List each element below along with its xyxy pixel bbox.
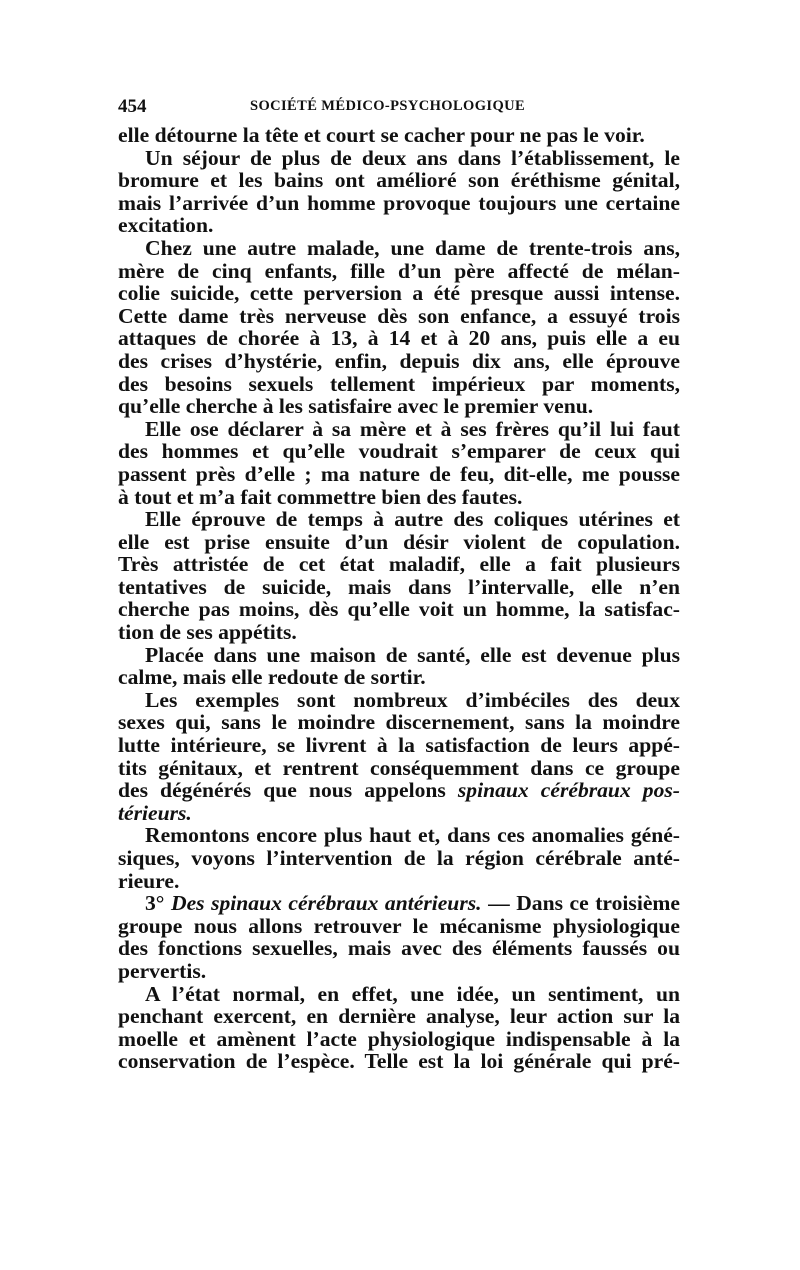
text-line-content: tion de ses appétits. bbox=[118, 620, 297, 645]
text-line bbox=[118, 598, 680, 621]
text-line bbox=[118, 169, 680, 192]
text-line-content: des besoins sexuels tellement impérieux par moments, bbox=[118, 371, 680, 396]
text-line bbox=[118, 802, 680, 825]
text-line-content: passent près d’elle ; ma nature de feu, dit-elle, me pousse bbox=[118, 461, 680, 486]
text-line bbox=[118, 824, 680, 847]
text-line bbox=[118, 734, 680, 757]
text-line-content: bromure et les bains ont amélioré son éréthisme génital, bbox=[118, 168, 680, 193]
text-line bbox=[118, 1005, 680, 1028]
text-line-content: des fonctions sexuelles, mais avec des éléments faussés ou bbox=[118, 936, 680, 961]
text-line-content: rieure. bbox=[118, 868, 180, 893]
text-line bbox=[118, 192, 680, 215]
text-line bbox=[118, 937, 680, 960]
text-line bbox=[118, 395, 680, 418]
text-line bbox=[118, 124, 680, 147]
text-line-content: Elle ose déclarer à sa mère et à ses frères qu’il lui faut bbox=[145, 416, 680, 441]
text-line-italic: térieurs. bbox=[118, 800, 192, 825]
text-line bbox=[118, 350, 680, 373]
text-line-content: à tout et m’a fait commettre bien des fautes. bbox=[118, 484, 523, 509]
body-text bbox=[118, 124, 680, 1073]
text-line-content: Un séjour de plus de deux ans dans l’établissement, le bbox=[145, 145, 680, 170]
text-line-content: Très attristée de cet état maladif, elle a fait plusieurs bbox=[118, 552, 680, 577]
page-number: 454 bbox=[118, 96, 147, 117]
text-line-content: siques, voyons l’intervention de la région cérébrale anté- bbox=[118, 846, 680, 870]
text-line-content: Elle éprouve de temps à autre des coliques utérines et bbox=[145, 507, 680, 532]
text-line-content: pervertis. bbox=[118, 958, 207, 983]
text-line-content: Les exemples sont nombreux d’imbéciles des deux bbox=[145, 687, 680, 712]
text-line bbox=[118, 373, 680, 396]
text-line bbox=[118, 553, 680, 576]
text-line-content: tentatives de suicide, mais dans l’intervalle, elle n’en bbox=[118, 574, 680, 599]
text-line-italic: Des spinaux cérébraux antérieurs. bbox=[170, 891, 482, 916]
text-line bbox=[118, 440, 680, 463]
text-line-content: qu’elle cherche à les satisfaire avec le premier venu. bbox=[118, 394, 594, 419]
text-line bbox=[118, 711, 680, 734]
text-line-content: mais l’arrivée d’un homme provoque toujours une certaine bbox=[118, 190, 680, 215]
text-line bbox=[118, 576, 680, 599]
text-line-content: conservation de l’espèce. Telle est la loi générale qui pré- bbox=[118, 1049, 680, 1074]
text-line-content: sexes qui, sans le moindre discernement, sans la moindre bbox=[118, 710, 680, 735]
running-title: SOCIÉTÉ MÉDICO-PSYCHOLOGIQUE bbox=[250, 98, 526, 114]
text-line-suffix: — Dans ce troisième bbox=[481, 891, 680, 916]
text-line bbox=[118, 214, 680, 237]
text-line bbox=[118, 1028, 680, 1051]
text-line-content: colie suicide, cette perversion a été presque aussi intense. bbox=[118, 281, 680, 306]
text-line bbox=[118, 305, 680, 328]
text-line bbox=[118, 779, 680, 802]
text-line-content: Remontons encore plus haut et, dans ces anomalies géné- bbox=[145, 823, 680, 848]
book-page bbox=[118, 88, 680, 1073]
text-line-content: des crises d’hystérie, enfin, depuis dix ans, elle éprouve bbox=[118, 348, 680, 373]
text-line-content: cherche pas moins, dès qu’elle voit un homme, la satisfac- bbox=[118, 597, 680, 622]
text-line bbox=[118, 260, 680, 283]
text-line bbox=[118, 147, 680, 170]
text-line bbox=[118, 621, 680, 644]
text-line-content: groupe nous allons retrouver le mécanisme physiologique bbox=[118, 913, 680, 938]
text-line bbox=[118, 508, 680, 531]
text-line-prefix: 3° bbox=[145, 891, 171, 916]
text-line-content: elle est prise ensuite d’un désir violent de copulation. bbox=[118, 529, 680, 554]
text-line-content: elle détourne la tête et court se cacher pour ne pas le voir. bbox=[118, 123, 645, 147]
text-line bbox=[118, 237, 680, 260]
text-line bbox=[118, 531, 680, 554]
text-line-content: des hommes et qu’elle voudrait s’emparer de ceux qui bbox=[118, 439, 680, 464]
text-line bbox=[118, 983, 680, 1006]
text-line-content: lutte intérieure, se livrent à la satisfaction de leurs appé- bbox=[118, 733, 680, 758]
text-line-content: attaques de chorée à 13, à 14 et à 20 ans, puis elle a eu bbox=[118, 326, 680, 351]
text-line bbox=[118, 892, 680, 915]
text-line-content: penchant exercent, en dernière analyse, leur action sur la bbox=[118, 1004, 680, 1029]
text-line bbox=[118, 282, 680, 305]
text-line bbox=[118, 757, 680, 780]
text-line bbox=[118, 418, 680, 441]
text-line-content: moelle et amènent l’acte physiologique indispensable à la bbox=[118, 1026, 680, 1051]
text-line bbox=[118, 960, 680, 983]
text-line bbox=[118, 870, 680, 893]
text-line-content: des dégénérés que nous appelons bbox=[118, 778, 446, 803]
text-line bbox=[118, 915, 680, 938]
text-line-content: tits génitaux, et rentrent conséquemment dans ce groupe bbox=[118, 755, 680, 780]
text-line-content: Cette dame très nerveuse dès son enfance, a essuyé trois bbox=[118, 303, 680, 328]
text-line bbox=[118, 666, 680, 689]
text-line-content: excitation. bbox=[118, 213, 214, 238]
page-header bbox=[118, 88, 680, 124]
text-line-content: calme, mais elle redoute de sortir. bbox=[118, 665, 426, 690]
text-line bbox=[118, 689, 680, 712]
text-line-content: Chez une autre malade, une dame de trente-trois ans, bbox=[145, 235, 680, 260]
text-line bbox=[118, 463, 680, 486]
text-line bbox=[118, 1050, 680, 1073]
text-line bbox=[118, 486, 680, 509]
text-line bbox=[118, 327, 680, 350]
text-line bbox=[118, 644, 680, 667]
text-line-content: A l’état normal, en effet, une idée, un sentiment, un bbox=[145, 981, 680, 1006]
text-line-italic: spinaux cérébraux pos- bbox=[457, 778, 680, 803]
text-line-content: mère de cinq enfants, fille d’un père affecté de mélan- bbox=[118, 258, 680, 283]
text-line-content: Placée dans une maison de santé, elle est devenue plus bbox=[145, 642, 680, 667]
text-line bbox=[118, 847, 680, 870]
